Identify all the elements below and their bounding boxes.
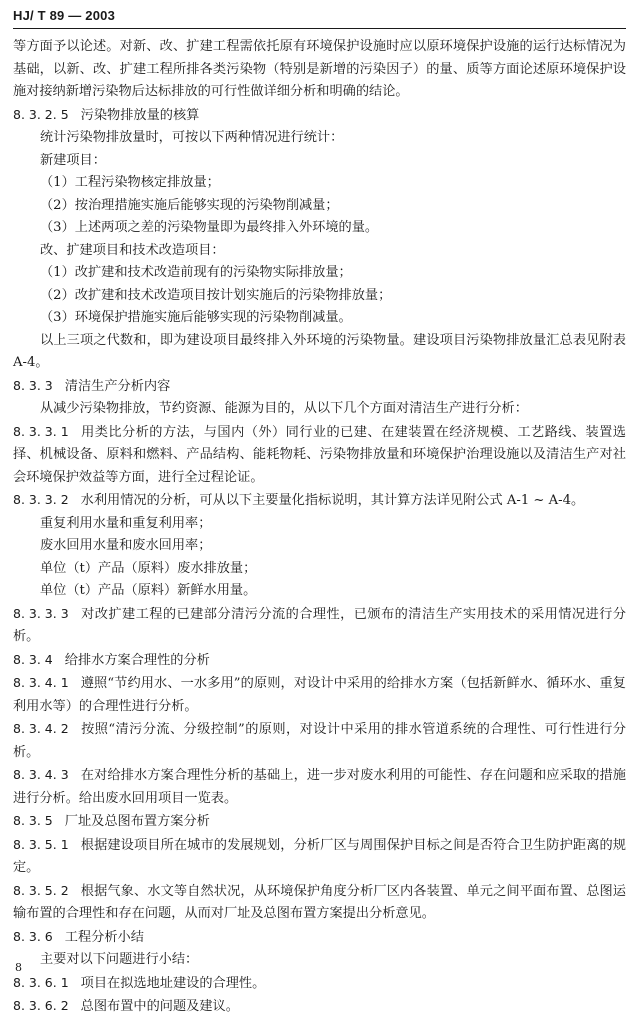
body-paragraph [13,217,626,240]
section-number: 8. 3. 2. 5 [13,106,69,122]
section-paragraph [13,649,626,673]
page-number: 8 [15,961,22,974]
section-number: 8. 3. 3. 1 [13,423,69,439]
section-paragraph [13,104,626,128]
section-number: 8. 3. 6. 2 [13,998,69,1013]
body-paragraph [13,285,626,308]
body-paragraph [13,195,626,218]
section-paragraph [13,718,626,764]
paragraph-text: 主要对以下问题进行小结： [40,952,199,967]
body-paragraph [13,558,626,581]
section-paragraph [13,810,626,834]
body-paragraph [13,330,626,375]
section-number: 8. 3. 4. 3 [13,767,69,782]
paragraph-text: （2）按治理措施实施后能够实现的污染物削减量； [40,197,339,213]
body-paragraph [13,580,626,603]
paragraph-text: 单位（t）产品（原料）废水排放量； [40,560,257,576]
section-paragraph [13,764,626,810]
paragraph-text: 水利用情况的分析，可从以下主要量化指标说明，其计算方法详见附公式 A-1 ~ A-4。 [80,493,585,508]
section-number: 8. 3. 4. 2 [13,721,69,736]
section-paragraph [13,995,626,1019]
section-number: 8. 3. 5. 2 [13,882,69,898]
paragraph-text: 新建项目： [40,152,106,168]
paragraph-text: 清洁生产分析内容 [64,378,171,394]
section-number: 8. 3. 6. 1 [13,974,69,990]
section-number: 8. 3. 6 [13,928,53,944]
section-paragraph [13,926,626,950]
paragraph-text: 项目在拟选地址建设的合理性。 [80,975,266,991]
body-paragraph [13,240,626,263]
document-code-header: HJ/ T 89 — 2003 [13,8,115,23]
section-paragraph [13,972,626,996]
document-body [13,36,626,1019]
section-paragraph [13,834,626,880]
body-paragraph [13,172,626,195]
body-paragraph [13,949,626,972]
paragraph-text: 在对给排水方案合理性分析的基础上，进一步对废水利用的可能性、存在问题和应采取的措施进行分析。给出废水回用项目一览表。 [13,768,626,806]
paragraph-text: （3）环境保护措施实施后能够实现的污染物削减量。 [40,310,352,325]
section-paragraph [13,489,626,513]
paragraph-text: 按照“清污分流、分级控制”的原则，对设计中采用的排水管道系统的合理性、可行性进行分析。 [13,722,626,760]
body-paragraph [13,36,626,104]
section-number: 8. 3. 3. 3 [13,605,69,621]
paragraph-text: 以上三项之代数和，即为建设项目最终排入外环境的污染物量。建设项目污染物排放量汇总表见附表 A-4。 [13,332,626,370]
paragraph-text: 根据气象、水文等自然状况，从环境保护角度分析厂区内各装置、单元之间平面布置、总图运输布置的合理性和存在问题，从而对厂址及总图布置方案提出分析意见。 [13,883,626,921]
paragraph-text: 对改扩建工程的已建部分清污分流的合理性，已颁布的清洁生产实用技术的采用情况进行分析。 [13,606,626,644]
section-paragraph [13,880,626,926]
body-paragraph [13,127,626,150]
section-paragraph [13,421,626,490]
header-divider [13,28,626,29]
paragraph-text: 厂址及总图布置方案分析 [64,814,210,829]
section-number: 8. 3. 4. 1 [13,675,69,690]
paragraph-text: 从减少污染物排放，节约资源、能源为目的，从以下几个方面对清洁生产进行分析： [40,401,528,416]
section-paragraph [13,672,626,718]
paragraph-text: （1）工程污染物核定排放量； [40,175,220,190]
paragraph-text: 总图布置中的问题及建议。 [80,999,239,1014]
paragraph-text: 遵照“节约用水、一水多用”的原则，对设计中采用的给排水方案（包括新鲜水、循环水、重复利用水等）的合理性进行分析。 [13,676,626,714]
paragraph-text: （3）上述两项之差的污染物量即为最终排入外环境的量。 [40,220,379,235]
section-number: 8. 3. 5 [13,813,53,828]
body-paragraph [13,513,626,536]
section-number: 8. 3. 3 [13,377,53,393]
paragraph-text: 改、扩建项目和技术改造项目： [40,242,225,258]
section-number: 8. 3. 5. 1 [13,836,69,852]
paragraph-text: （1）改扩建和技术改造前现有的污染物实际排放量； [40,265,352,280]
section-paragraph [13,375,626,399]
body-paragraph [13,398,626,421]
paragraph-text: 污染物排放量的核算 [80,107,200,123]
body-paragraph [13,535,626,558]
paragraph-text: 重复利用水量和重复利用率； [40,515,212,531]
paragraph-text: 单位（t）产品（原料）新鲜水用量。 [40,583,257,598]
section-number: 8. 3. 3. 2 [13,492,69,507]
paragraph-text: 工程分析小结 [64,929,144,945]
body-paragraph [13,262,626,285]
paragraph-text: 废水回用水量和废水回用率； [40,538,212,553]
paragraph-text: 用类比分析的方法，与国内（外）同行业的已建、在建装置在经济规模、工艺路线、装置选择、机械设备、原料和燃料、产品结构、能耗物耗、污染物排放量和环境保护治理设施以及清洁生产对社会环境保护效益等方面，进行全过程论证。 [13,424,626,485]
paragraph-text: 根据建设项目所在城市的发展规划，分析厂区与周围保护目标之间是否符合卫生防护距离的规定。 [13,837,626,875]
section-paragraph [13,603,626,649]
paragraph-text: 等方面予以论述。对新、改、扩建工程需依托原有环境保护设施时应以原环境保护设施的运行达标情况为基础，以新、改、扩建工程所排各类污染物（特别是新增的污染因子）的量、质等方面论述原环境保护设施对接纳新增污染物后达标排放的可行性做详细分析和明确的结论。 [13,39,626,99]
section-number: 8. 3. 4 [13,651,53,667]
paragraph-text: 给排水方案合理性的分析 [64,652,210,668]
paragraph-text: （2）改扩建和技术改造项目按计划实施后的污染物排放量； [40,287,392,303]
body-paragraph [13,307,626,330]
body-paragraph [13,150,626,173]
paragraph-text: 统计污染物排放量时，可按以下两种情况进行统计： [40,130,344,145]
